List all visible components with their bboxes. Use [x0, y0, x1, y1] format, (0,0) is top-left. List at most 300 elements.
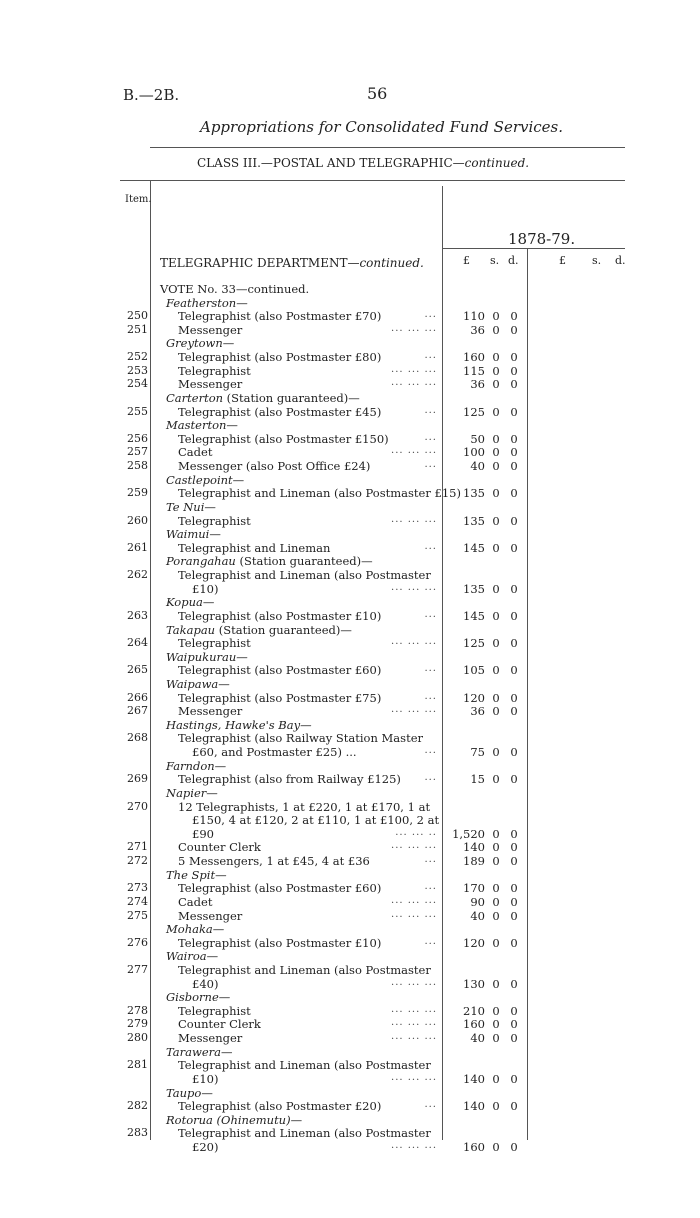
- place-name: Greytown—: [166, 336, 235, 351]
- place-name: Te Nui—: [166, 499, 216, 514]
- place-name: Waipawa—: [166, 676, 230, 691]
- item-number: 254: [127, 377, 148, 391]
- place-heading: [0, 868, 700, 882]
- item-number: 279: [127, 1017, 148, 1031]
- amount-pence: 0: [510, 908, 518, 923]
- class-title-suffix: continued.: [464, 156, 530, 170]
- table-row: [0, 704, 700, 718]
- amount-shillings: 0: [492, 322, 500, 337]
- item-description: Telegraphist (also Postmaster £60): [178, 881, 382, 896]
- place-label: [166, 990, 230, 1004]
- item-description: £10): [192, 581, 219, 596]
- table-row: [0, 691, 700, 705]
- table-row: [0, 323, 700, 337]
- amount-shillings: 0: [492, 976, 500, 991]
- place-label: [166, 868, 227, 882]
- amount-pence: 0: [510, 513, 518, 528]
- place-label: [166, 718, 312, 732]
- amount-pounds: 40: [470, 908, 485, 923]
- leader-dots: ... ... ...: [391, 322, 437, 334]
- table-row: [0, 895, 700, 909]
- item-description: Telegraphist (also Postmaster £10): [178, 608, 382, 623]
- amount-shillings: 0: [492, 881, 500, 896]
- amount-pence: 0: [510, 1031, 518, 1046]
- place-name: Porangahau: [166, 554, 236, 569]
- amount-pounds: 1,520: [452, 826, 485, 841]
- item-description: Telegraphist and Lineman (also Postmaster £15): [178, 486, 461, 501]
- document-reference: B.—2B.: [123, 86, 180, 104]
- amount-shillings: 0: [492, 540, 500, 555]
- amount-pounds: 40: [470, 1031, 485, 1046]
- amount-pence: 0: [510, 1140, 518, 1155]
- table-row: [0, 663, 700, 677]
- total-pence-header: d.: [615, 254, 626, 267]
- amount-pounds: 75: [470, 745, 485, 760]
- place-label: [166, 650, 248, 664]
- amount-shillings: 0: [492, 690, 500, 705]
- amount-pence: 0: [510, 745, 518, 760]
- place-heading: [0, 949, 700, 963]
- amount-pence: 0: [510, 486, 518, 501]
- amount-pence: 0: [510, 854, 518, 869]
- item-number: 255: [127, 404, 148, 418]
- amount-shillings: 0: [492, 704, 500, 719]
- amount-shillings: 0: [492, 636, 500, 651]
- place-note: (Station guaranteed)—: [223, 390, 360, 405]
- item-description: Messenger: [178, 908, 243, 923]
- amount-shillings: 0: [492, 894, 500, 909]
- leader-dots: ...: [424, 772, 437, 784]
- item-number: 265: [127, 663, 148, 677]
- pounds-header: £: [463, 254, 470, 267]
- table-row: [0, 909, 700, 923]
- amount-shillings: 0: [492, 1017, 500, 1032]
- leader-dots: ...: [424, 690, 437, 702]
- place-name: Waipukurau—: [166, 649, 248, 664]
- leader-dots: ... ... ...: [391, 513, 437, 525]
- amount-pounds: 100: [463, 445, 485, 460]
- item-number: 256: [127, 431, 148, 445]
- leader-dots: ... ... ...: [391, 1031, 437, 1043]
- amount-pounds: 36: [470, 322, 485, 337]
- place-label: [166, 554, 373, 568]
- leader-dots: ...: [424, 608, 437, 620]
- table-row: [0, 405, 700, 419]
- page-title: Appropriations for Consolidated Fund Services.: [200, 118, 564, 136]
- place-label: [166, 391, 360, 405]
- place-heading: [0, 296, 700, 310]
- amount-shillings: 0: [492, 1071, 500, 1086]
- table-row: [0, 1017, 700, 1031]
- item-number: 253: [127, 363, 148, 377]
- item-number: 259: [127, 486, 148, 500]
- item-description: Telegraphist: [178, 513, 251, 528]
- amount-shillings: 0: [492, 581, 500, 596]
- amount-pence: 0: [510, 459, 518, 474]
- place-label: [166, 527, 221, 541]
- row-continuation: [0, 827, 700, 841]
- item-description: Telegraphist: [178, 1003, 251, 1018]
- department-suffix: continued.: [359, 256, 424, 270]
- leader-dots: ...: [424, 745, 437, 757]
- amount-pence: 0: [510, 377, 518, 392]
- amount-pounds: 90: [470, 894, 485, 909]
- amount-pounds: 135: [463, 513, 485, 528]
- amount-shillings: 0: [492, 608, 500, 623]
- amount-shillings: 0: [492, 513, 500, 528]
- amount-pounds: 160: [463, 350, 485, 365]
- item-description: Counter Clerk: [178, 1017, 261, 1032]
- place-name: Castlepoint—: [166, 472, 245, 487]
- table-row: [0, 609, 700, 623]
- item-description: Telegraphist (also Postmaster £60): [178, 663, 382, 678]
- item-description: Telegraphist (also Postmaster £80): [178, 350, 382, 365]
- place-heading: [0, 677, 700, 691]
- amount-pence: 0: [510, 704, 518, 719]
- item-number: 257: [127, 445, 148, 459]
- table-row: [0, 1126, 700, 1140]
- item-description: Cadet: [178, 445, 213, 460]
- place-label: [166, 623, 352, 637]
- amount-pounds: 50: [470, 431, 485, 446]
- amount-pounds: 145: [463, 540, 485, 555]
- leader-dots: ... ... ...: [391, 894, 437, 906]
- class-title-prefix: CLASS III.—POSTAL AND TELEGRAPHIC—: [197, 156, 465, 170]
- item-description: Telegraphist: [178, 363, 251, 378]
- title-rule: [150, 147, 625, 148]
- leader-dots: ... ... ...: [391, 1003, 437, 1015]
- table-row: [0, 1031, 700, 1045]
- leader-dots: ...: [424, 309, 437, 321]
- leader-dots: ...: [424, 459, 437, 471]
- table-row: [0, 772, 700, 786]
- amount-pence: 0: [510, 772, 518, 787]
- amount-shillings: 0: [492, 772, 500, 787]
- item-description: Telegraphist (also Postmaster £10): [178, 935, 382, 950]
- amount-pounds: 140: [463, 1071, 485, 1086]
- amount-pence: 0: [510, 636, 518, 651]
- table-row: [0, 350, 700, 364]
- amount-pounds: 125: [463, 404, 485, 419]
- item-description: Telegraphist (also Postmaster £20): [178, 1099, 382, 1114]
- vote-heading: [0, 282, 700, 296]
- page-number: 56: [367, 84, 388, 103]
- item-number: 271: [127, 840, 148, 854]
- item-number: 252: [127, 350, 148, 364]
- amount-shillings: 0: [492, 350, 500, 365]
- amount-pounds: 125: [463, 636, 485, 651]
- item-number: 272: [127, 854, 148, 868]
- amount-shillings: 0: [492, 486, 500, 501]
- leader-dots: ...: [424, 404, 437, 416]
- class-title: [197, 156, 529, 170]
- leader-dots: ... ... ...: [391, 581, 437, 593]
- amount-pence: 0: [510, 663, 518, 678]
- place-label: [166, 786, 218, 800]
- amount-pence: 0: [510, 881, 518, 896]
- item-number: 270: [127, 799, 148, 813]
- department-heading: [160, 256, 424, 270]
- item-description: £90: [192, 826, 214, 841]
- amount-shillings: 0: [492, 840, 500, 855]
- place-label: [166, 1045, 233, 1059]
- table-row: [0, 854, 700, 868]
- item-number: 260: [127, 513, 148, 527]
- item-number: 262: [127, 568, 148, 582]
- amount-pounds: 135: [463, 581, 485, 596]
- amount-shillings: 0: [492, 935, 500, 950]
- place-label: [166, 1086, 213, 1100]
- amount-pence: 0: [510, 309, 518, 324]
- row-continuation: [0, 582, 700, 596]
- year-header: 1878-79.: [508, 230, 576, 248]
- item-number: 273: [127, 881, 148, 895]
- place-heading: [0, 336, 700, 350]
- amount-pounds: 140: [463, 840, 485, 855]
- leader-dots: ...: [424, 350, 437, 362]
- leader-dots: ... ... ...: [391, 976, 437, 988]
- place-heading: [0, 990, 700, 1004]
- place-label: [166, 677, 230, 691]
- place-name: Kopua—: [166, 595, 215, 610]
- item-description: Counter Clerk: [178, 840, 261, 855]
- leader-dots: ... ... ...: [391, 908, 437, 920]
- item-number: 281: [127, 1058, 148, 1072]
- place-label: [166, 418, 238, 432]
- amount-pounds: 120: [463, 690, 485, 705]
- item-description: Telegraphist (also Postmaster £150): [178, 431, 389, 446]
- place-heading: [0, 473, 700, 487]
- leader-dots: ... ... ...: [391, 704, 437, 716]
- table-row: [0, 840, 700, 854]
- item-number: 276: [127, 935, 148, 949]
- place-name: Napier—: [166, 785, 218, 800]
- row-continuation: [0, 813, 700, 827]
- pence-header: d.: [508, 254, 519, 267]
- leader-dots: ... ... ...: [391, 1140, 437, 1152]
- place-name: Takapau: [166, 622, 216, 637]
- table-row: [0, 309, 700, 323]
- place-heading: [0, 554, 700, 568]
- amount-pence: 0: [510, 826, 518, 841]
- leader-dots: ... ... ..: [395, 826, 437, 838]
- table-row: [0, 1099, 700, 1113]
- amount-pounds: 189: [463, 854, 485, 869]
- item-description: Telegraphist and Lineman (also Postmaster: [178, 963, 431, 977]
- leader-dots: ... ... ...: [391, 445, 437, 457]
- table-row: [0, 514, 700, 528]
- amount-shillings: 0: [492, 854, 500, 869]
- amount-pounds: 145: [463, 608, 485, 623]
- leader-dots: ...: [424, 431, 437, 443]
- amount-pence: 0: [510, 840, 518, 855]
- item-number: 275: [127, 908, 148, 922]
- leader-dots: ...: [424, 540, 437, 552]
- item-number: 263: [127, 608, 148, 622]
- item-description: £40): [192, 976, 219, 991]
- place-heading: [0, 718, 700, 732]
- place-name: Hastings, Hawke's Bay—: [166, 717, 312, 732]
- item-number: 251: [127, 322, 148, 336]
- table-row: [0, 364, 700, 378]
- item-description: Telegraphist and Lineman (also Postmaster: [178, 1058, 431, 1073]
- item-description: Telegraphist and Lineman: [178, 540, 331, 555]
- item-number: 264: [127, 636, 148, 650]
- amount-pounds: 15: [470, 772, 485, 787]
- amount-pence: 0: [510, 581, 518, 596]
- leader-dots: ...: [424, 881, 437, 893]
- leader-dots: ... ... ...: [391, 377, 437, 389]
- place-name: The Spit—: [166, 867, 227, 882]
- amount-shillings: 0: [492, 1140, 500, 1155]
- item-description: Telegraphist (also Railway Station Master: [178, 731, 423, 746]
- item-description: Messenger: [178, 322, 243, 337]
- amount-pounds: 36: [470, 377, 485, 392]
- place-heading: [0, 527, 700, 541]
- amount-pounds: 210: [463, 1003, 485, 1018]
- leader-dots: ... ... ...: [391, 1071, 437, 1083]
- amount-pence: 0: [510, 976, 518, 991]
- amount-pence: 0: [510, 608, 518, 623]
- amount-shillings: 0: [492, 908, 500, 923]
- leader-dots: ... ... ...: [391, 363, 437, 375]
- place-heading: [0, 623, 700, 637]
- amount-pounds: 160: [463, 1017, 485, 1032]
- amount-pence: 0: [510, 350, 518, 365]
- total-pounds-header: £: [559, 254, 566, 267]
- amount-pence: 0: [510, 363, 518, 378]
- table-row: [0, 445, 700, 459]
- vote-label: VOTE No. 33—continued.: [160, 282, 310, 296]
- leader-dots: ...: [424, 1099, 437, 1111]
- amount-shillings: 0: [492, 404, 500, 419]
- place-name: Gisborne—: [166, 990, 231, 1005]
- total-shillings-header: s.: [592, 254, 602, 267]
- place-heading: [0, 922, 700, 936]
- table-row: [0, 432, 700, 446]
- amount-shillings: 0: [492, 309, 500, 324]
- place-heading: [0, 1045, 700, 1059]
- amount-pounds: 160: [463, 1140, 485, 1155]
- department-prefix: TELEGRAPHIC DEPARTMENT—: [160, 256, 360, 270]
- place-heading: [0, 1086, 700, 1100]
- table-row: [0, 936, 700, 950]
- item-description: Telegraphist (also Postmaster £70): [178, 309, 382, 324]
- table-row: [0, 963, 700, 977]
- item-description: Messenger (also Post Office £24): [178, 459, 371, 474]
- leader-dots: ... ... ...: [391, 636, 437, 648]
- amount-pounds: 115: [463, 363, 485, 378]
- place-name: Waimui—: [166, 527, 221, 542]
- item-description: Telegraphist and Lineman (also Postmaster: [178, 568, 431, 583]
- row-continuation: [0, 977, 700, 991]
- table-row: [0, 486, 700, 500]
- item-number: 283: [127, 1126, 148, 1140]
- item-number: 280: [127, 1031, 148, 1045]
- amount-pence: 0: [510, 690, 518, 705]
- amount-pence: 0: [510, 894, 518, 909]
- place-note: (Station guaranteed)—: [235, 554, 373, 569]
- table-row: [0, 568, 700, 582]
- place-label: [166, 595, 214, 609]
- item-description: Messenger: [178, 377, 243, 392]
- item-description: Messenger: [178, 1031, 243, 1046]
- place-heading: [0, 786, 700, 800]
- table-top-rule: [120, 180, 625, 181]
- place-label: [166, 500, 216, 514]
- place-label: [166, 1113, 302, 1127]
- item-description: £150, 4 at £120, 2 at £110, 1 at £100, 2 at: [192, 813, 440, 828]
- place-name: Featherston—: [166, 295, 248, 310]
- item-number: 268: [127, 731, 148, 745]
- shillings-header: s.: [490, 254, 500, 267]
- item-description: Telegraphist (also Postmaster £45): [178, 404, 382, 419]
- item-description: Cadet: [178, 894, 213, 909]
- table-row: [0, 881, 700, 895]
- item-description: 5 Messengers, 1 at £45, 4 at £36: [178, 854, 370, 869]
- item-number: 261: [127, 540, 148, 554]
- amount-shillings: 0: [492, 1099, 500, 1114]
- item-description: Telegraphist (also from Railway £125): [178, 772, 401, 787]
- amount-shillings: 0: [492, 377, 500, 392]
- amount-pence: 0: [510, 431, 518, 446]
- amount-pence: 0: [510, 1003, 518, 1018]
- amount-pence: 0: [510, 445, 518, 460]
- item-description: Telegraphist: [178, 636, 251, 651]
- leader-dots: ... ... ...: [391, 1017, 437, 1029]
- item-number: 258: [127, 459, 148, 473]
- item-description: Messenger: [178, 704, 243, 719]
- item-column-header: Item.: [125, 194, 152, 205]
- amount-shillings: 0: [492, 445, 500, 460]
- place-heading: [0, 1113, 700, 1127]
- amount-pounds: 110: [463, 309, 485, 324]
- table-row: [0, 636, 700, 650]
- table-row: [0, 1058, 700, 1072]
- place-label: [166, 949, 218, 963]
- item-description: 12 Telegraphists, 1 at £220, 1 at £170, 1 at: [178, 799, 431, 814]
- table-row: [0, 800, 700, 814]
- item-number: 269: [127, 772, 148, 786]
- place-name: Masterton—: [166, 418, 238, 433]
- item-number: 266: [127, 690, 148, 704]
- place-label: [166, 473, 244, 487]
- amount-pence: 0: [510, 322, 518, 337]
- place-name: Mohaka—: [166, 922, 225, 937]
- item-number: 267: [127, 704, 148, 718]
- item-description: £60, and Postmaster £25) ...: [192, 745, 357, 760]
- place-label: [166, 922, 224, 936]
- row-continuation: [0, 1140, 700, 1154]
- item-number: 278: [127, 1003, 148, 1017]
- amount-shillings: 0: [492, 663, 500, 678]
- table-row: [0, 1004, 700, 1018]
- amount-pounds: 105: [463, 663, 485, 678]
- item-description: Telegraphist (also Postmaster £75): [178, 690, 382, 705]
- amount-pence: 0: [510, 404, 518, 419]
- amount-pence: 0: [510, 1099, 518, 1114]
- place-label: [166, 336, 234, 350]
- place-name: Tarawera—: [166, 1044, 233, 1059]
- place-name: Taupo—: [166, 1085, 213, 1100]
- amount-pence: 0: [510, 935, 518, 950]
- amount-shillings: 0: [492, 363, 500, 378]
- amount-pounds: 130: [463, 976, 485, 991]
- item-number: 250: [127, 309, 148, 323]
- place-heading: [0, 759, 700, 773]
- place-heading: [0, 595, 700, 609]
- item-number: 277: [127, 963, 148, 976]
